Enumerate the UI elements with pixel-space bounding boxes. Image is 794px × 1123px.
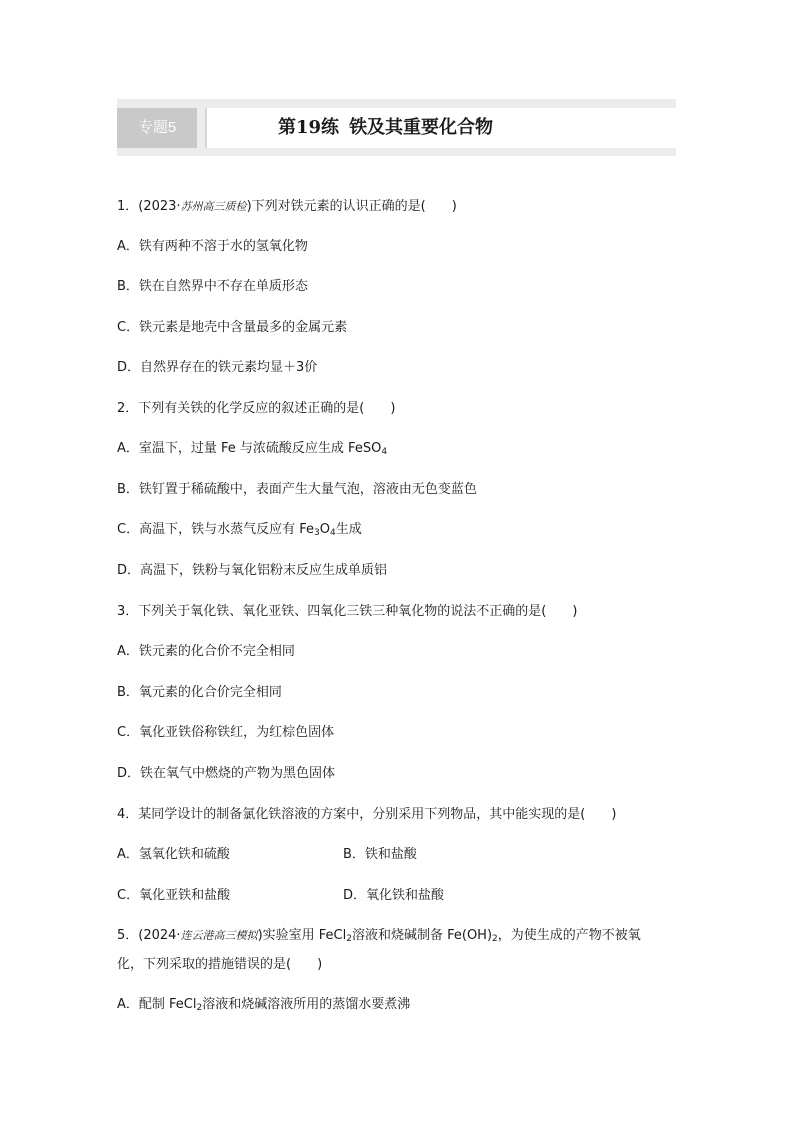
question-5-stem-continued: 化，下列采取的措施错误的是( ): [117, 957, 323, 972]
subscript: 2: [346, 934, 352, 944]
subscript: 4: [381, 447, 388, 457]
question-number: 5．(2024·: [117, 928, 181, 943]
question-2-option-d: D．高温下，铁粉与氧化铝粉末反应生成单质铝: [117, 563, 388, 578]
subscript: 2: [196, 1003, 203, 1013]
question-4-option-d: D．氧化铁和盐酸: [343, 888, 445, 903]
question-source: 苏州高三质检: [180, 200, 247, 213]
option-text: C．高温下，铁与水蒸气反应有 Fe: [117, 522, 314, 537]
question-3-option-d: D．铁在氧气中燃烧的产物为黑色固体: [117, 766, 336, 781]
question-3-stem: 3．下列关于氧化铁、氧化亚铁、四氧化三铁三种氧化物的说法不正确的是( ): [117, 604, 578, 619]
question-1-stem: [117, 197, 457, 217]
question-text: 溶液和烧碱制备 Fe(OH): [351, 928, 493, 943]
lesson-topic: 铁及其重要化合物: [349, 117, 494, 138]
question-number: 1．(2023·: [117, 199, 181, 214]
question-5-option-a: [117, 995, 410, 1015]
question-4-option-c: C．氧化亚铁和盐酸: [117, 888, 231, 903]
option-text: 溶液和烧碱溶液所用的蒸馏水要煮沸: [202, 997, 411, 1012]
option-text: 生成: [335, 522, 362, 537]
subscript: 3: [313, 528, 320, 538]
question-2-stem: 2．下列有关铁的化学反应的叙述正确的是( ): [117, 401, 396, 416]
question-2-option-b: B．铁钉置于稀硫酸中，表面产生大量气泡，溶液由无色变蓝色: [117, 482, 477, 497]
question-text: ，为使生成的产物不被氧: [497, 928, 641, 943]
question-1-option-b: B．铁在自然界中不存在单质形态: [117, 279, 308, 294]
question-3-option-c: C．氧化亚铁俗称铁红，为红棕色固体: [117, 725, 335, 740]
question-2-option-a: [117, 439, 387, 459]
lesson-number: 第19练: [278, 117, 340, 138]
question-4-option-b: B．铁和盐酸: [343, 847, 417, 862]
question-1-option-c: C．铁元素是地壳中含量最多的金属元素: [117, 320, 348, 335]
option-text: O: [319, 522, 330, 537]
option-text: A．室温下，过量 Fe 与浓硫酸反应生成 FeSO: [117, 441, 382, 456]
subscript: 2: [492, 934, 498, 944]
question-text: )下列对铁元素的认识正确的是( ): [246, 199, 457, 214]
question-3-option-b: B．氧元素的化合价完全相同: [117, 685, 282, 700]
option-text: A．配制 FeCl: [117, 997, 197, 1012]
question-5-stem: [117, 926, 641, 946]
question-text: )实验室用 FeCl: [257, 928, 347, 943]
subscript: 4: [329, 528, 336, 538]
question-1-option-a: A．铁有两种不溶于水的氢氧化物: [117, 239, 308, 254]
question-4-stem: 4．某同学设计的制备氯化铁溶液的方案中，分别采用下列物品，其中能实现的是( ): [117, 807, 617, 822]
question-3-option-a: A．铁元素的化合价不完全相同: [117, 644, 295, 659]
topic-tag: 专题5: [117, 108, 197, 148]
question-4-option-a: A．氢氧化铁和硫酸: [117, 847, 230, 862]
question-1-option-d: D．自然界存在的铁元素均显＋3价: [117, 360, 318, 375]
question-source: 连云港高三模拟: [180, 929, 258, 942]
page-title: [278, 108, 493, 148]
question-2-option-c: [117, 520, 362, 540]
